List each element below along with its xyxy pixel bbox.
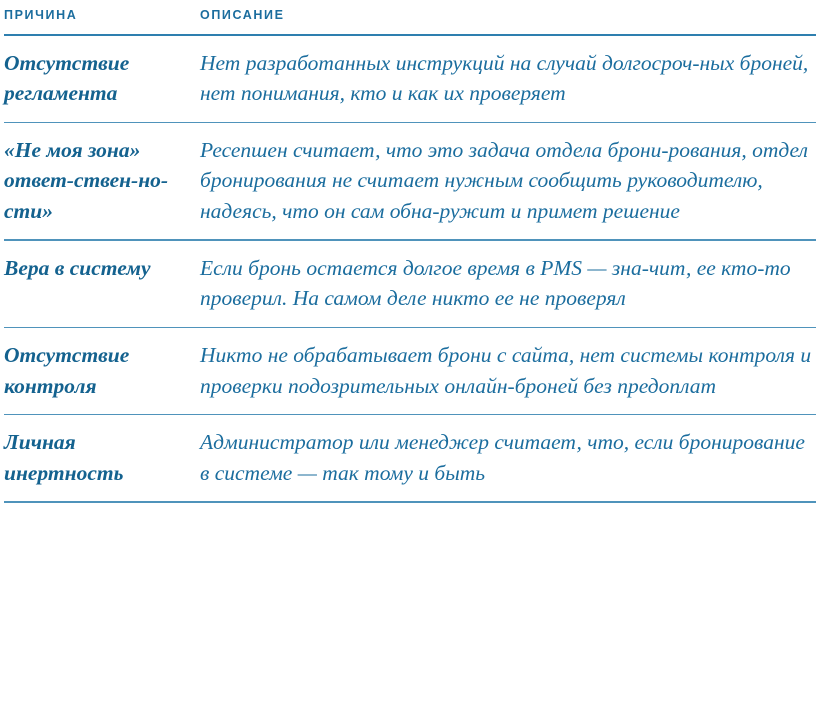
- cell-reason: [4, 427, 200, 488]
- cell-description: [200, 340, 816, 401]
- table-header-row: [4, 0, 816, 34]
- description-text: Никто не обрабатывает брони с сайта, нет системы контроля и проверки подозрительных онлайн-броней без предоплат: [200, 343, 812, 398]
- header-cell-description: [200, 6, 816, 24]
- header-label-description: ОПИСАНИЕ: [200, 8, 285, 22]
- reason-text: Личная инертность: [4, 430, 124, 485]
- table-row: [4, 123, 816, 240]
- divider-row-5: [4, 501, 816, 502]
- cell-reason: [4, 135, 200, 227]
- cell-reason: [4, 253, 200, 284]
- cell-description: [200, 135, 816, 227]
- description-text: Администратор или менеджер считает, что, если бронирование в системе — так тому и быть: [200, 430, 805, 485]
- cell-reason: [4, 48, 200, 109]
- table-row: [4, 415, 816, 501]
- cell-reason: [4, 340, 200, 401]
- header-label-reason: ПРИЧИНА: [4, 8, 78, 22]
- cell-description: [200, 253, 816, 314]
- table-row: [4, 36, 816, 122]
- table-row: [4, 328, 816, 414]
- cell-description: [200, 48, 816, 109]
- reason-text: «Не моя зона» ответ-ствен-но-сти»: [4, 137, 169, 223]
- cell-description: [200, 427, 816, 488]
- reason-text: Отсутствие регламента: [4, 50, 130, 106]
- header-cell-reason: [4, 6, 200, 24]
- reason-text: Вера в систему: [4, 255, 151, 280]
- description-text: Нет разработанных инструкций на случай долгосроч-ных броней, нет понимания, кто и как их проверяет: [200, 50, 809, 106]
- reason-text: Отсутствие контроля: [4, 343, 130, 398]
- description-text: Ресепшен считает, что это задача отдела брони-рования, отдел бронирования не считает нужным сообщить руководителю, надеясь, что он сам обна-ружит и примет решение: [200, 137, 808, 223]
- table-row: [4, 241, 816, 327]
- description-text: Если бронь остается долгое время в PMS — зна-чит, ее кто-то проверил. На самом деле никто ее не проверял: [200, 255, 791, 311]
